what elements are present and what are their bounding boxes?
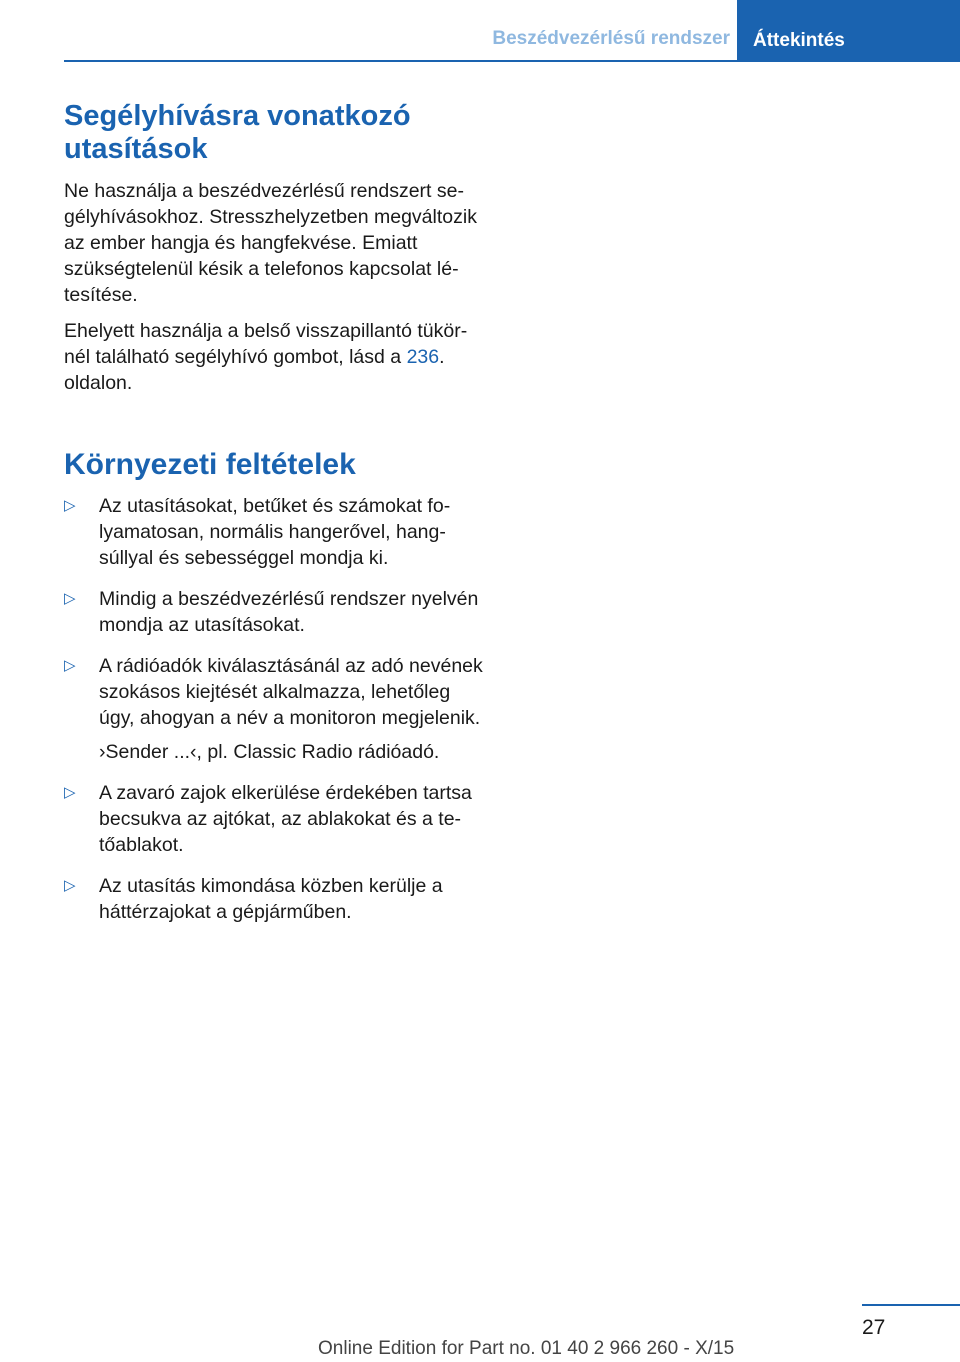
edition-footer: Online Edition for Part no. 01 40 2 966 260 - X/15 xyxy=(318,1338,735,1359)
environment-list xyxy=(64,493,484,925)
header-tab-overview[interactable]: Áttekintés xyxy=(737,0,960,62)
triangle-bullet-icon: ▷ xyxy=(64,877,76,894)
list-item xyxy=(64,873,484,925)
list-item-text: A zavaró zajok elkerülése érdekében tartsa becsukva az ajtókat, az ablakokat és a tetőablakot. xyxy=(99,782,472,856)
footer-rule xyxy=(862,1304,960,1306)
emergency-paragraph-2 xyxy=(64,318,484,396)
list-item xyxy=(64,493,484,571)
main-content xyxy=(64,100,484,940)
triangle-bullet-icon: ▷ xyxy=(64,784,76,801)
page-number: 27 xyxy=(862,1316,886,1339)
list-item-example: ›Sender ...‹, pl. Classic Radio rádióadó. xyxy=(99,741,440,763)
emergency-paragraph-1: Ne használja a beszédvezérlésű rendszert segélyhívásokhoz. Stresszhelyzetben megváltozik az ember hangja és hangfekvése. Emiatt szükségtelenül késik a telefonos kapcsolat létesítése. xyxy=(64,180,477,306)
triangle-bullet-icon: ▷ xyxy=(64,590,76,607)
list-item-text: Az utasításokat, betűket és számokat folyamatosan, normális hangerővel, hangsúllyal és sebességgel mondja ki. xyxy=(99,495,451,569)
list-item-text: A rádióadók kiválasztásánál az adó nevének szokásos kiejtését alkalmazza, lehetőleg úgy, ahogyan a név a monitoron megjelenik. xyxy=(99,655,483,729)
emergency-heading: Segélyhívásra vonatkozó utasítások xyxy=(64,100,411,165)
triangle-bullet-icon: ▷ xyxy=(64,497,76,514)
list-item xyxy=(64,653,484,765)
emergency-paragraph-2-text: Ehelyett használja a belső visszapillantó tükörnél található segélyhívó gombot, lásd a xyxy=(64,320,468,368)
list-item xyxy=(64,586,484,638)
triangle-bullet-icon: ▷ xyxy=(64,657,76,674)
emergency-paragraph-2-end: . oldalon. xyxy=(64,346,445,394)
list-item-text: Az utasítás kimondása közben kerülje a háttérzajokat a gépjárműben. xyxy=(99,875,443,923)
page-reference-link[interactable]: 236 xyxy=(406,346,440,368)
header-section-title[interactable]: Beszédvezérlésű rendszer xyxy=(492,28,730,49)
list-item xyxy=(64,780,484,858)
environment-heading: Környezeti feltételek xyxy=(64,448,356,481)
list-item-text: Mindig a beszédvezérlésű rendszer nyelvén mondja az utasításokat. xyxy=(99,588,479,636)
